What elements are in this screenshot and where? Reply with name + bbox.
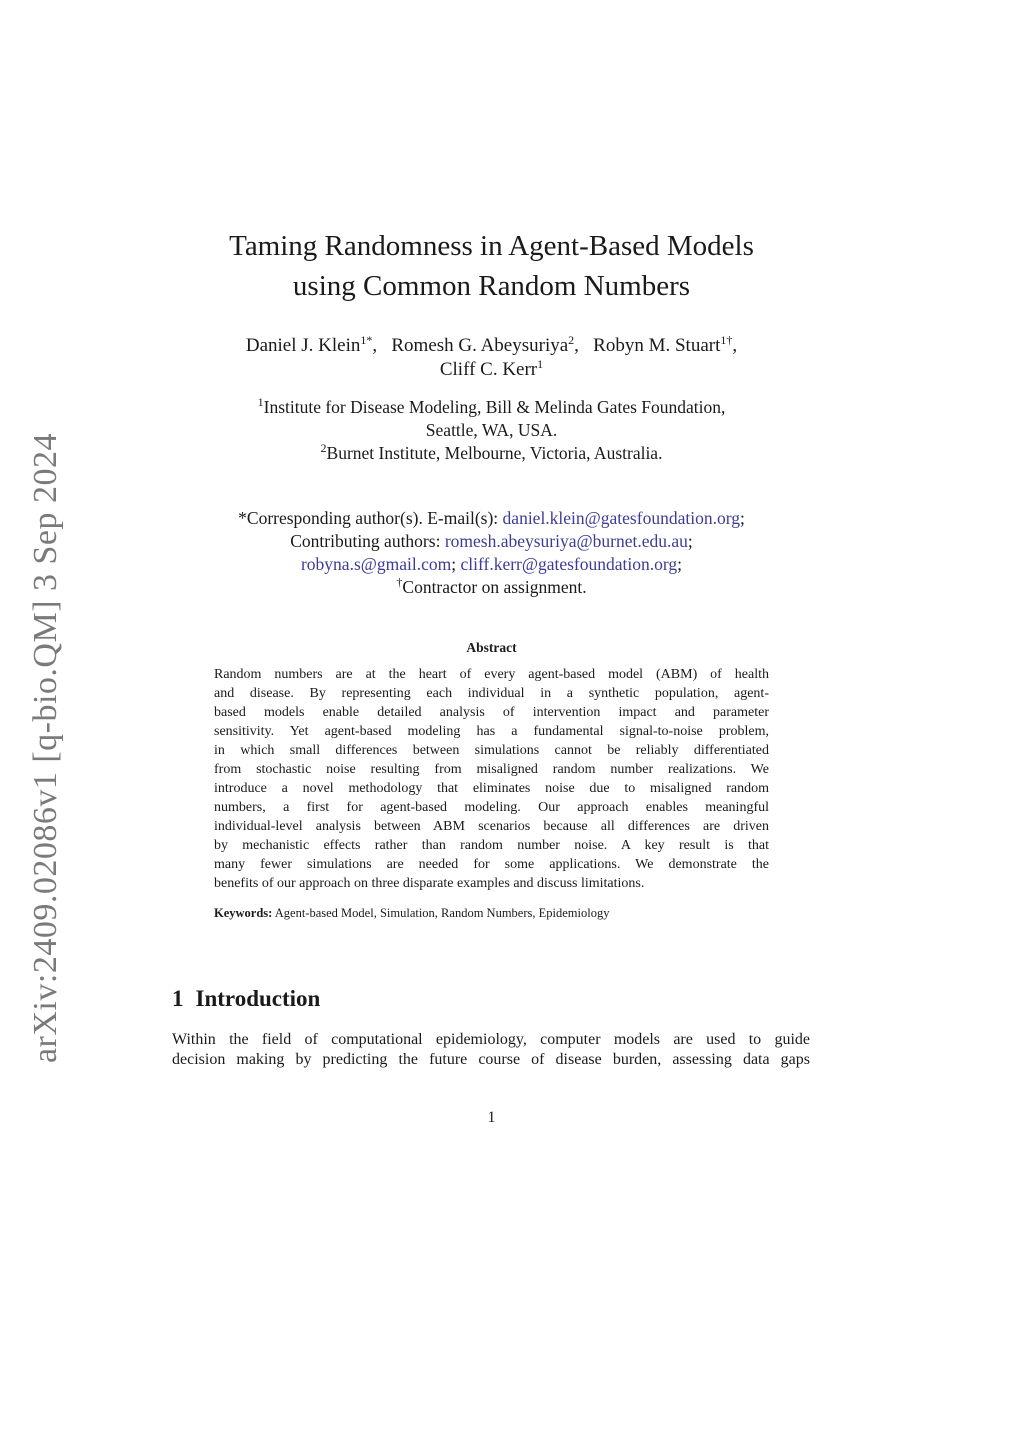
keywords [214,906,774,921]
abstract-line: many fewer simulations are needed for some applications. We demonstrate the [214,857,769,872]
author-abeysuriya: Romesh G. Abeysuriya [391,335,569,356]
author-stuart-affil: 1† [720,333,733,347]
affiliations [0,396,983,465]
page-number: 1 [487,1109,496,1126]
affiliation-1-line-1: Institute for Disease Modeling, Bill & Melinda Gates Foundation, [263,397,726,417]
abstract-heading: Abstract [466,640,517,655]
affiliation-1-marker: 1 [257,395,264,409]
abstract-line: introduce a novel methodology that eliminates noise due to misaligned random [214,781,769,796]
abstract-line: numbers, a first for agent-based modeling. Our approach enables meaningful [214,800,769,815]
abstract-line: and disease. By representing each individual in a synthetic population, agent- [214,686,769,701]
author-stuart: Robyn M. Stuart [593,335,721,356]
section-title: Introduction [195,986,321,1011]
author-list: Daniel J. Klein$^{1*}$, Romesh G. Abeysuriya$^2$, Robyn M. Stuart$^{1\dagger}$, Cliff C. Kerr$^1$ [245,333,738,380]
abstract-line: based models enable detailed analysis of intervention impact and parameter [214,705,769,720]
title-line-1: Taming Randomness in Agent-Based Models [229,230,754,262]
abstract-body [214,665,769,893]
abstract-line: in which small differences between simulations cannot be reliably differentiated [214,743,769,758]
corresponding-email-link[interactable]: daniel.klein@gatesfoundation.org [502,508,740,528]
keywords-text: Agent-based Model, Simulation, Random Numbers, Epidemiology [272,906,610,920]
introduction-body [172,1030,810,1070]
introduction-line-2: decision making by predicting the future course of disease burden, assessing data gaps [172,1051,810,1068]
contributing-label: Contributing authors: [290,531,445,551]
abstract-line: from stochastic noise resulting from misaligned random number realizations. We [214,762,769,777]
corresponding-label: *Corresponding author(s). E-mail(s): [238,508,503,528]
contributing-email-link-1[interactable]: romesh.abeysuriya@burnet.edu.au [444,531,688,551]
abstract-line: individual-level analysis between ABM scenarios because all differences are driven [214,819,769,834]
arxiv-identifier-stamp: arXiv:2409.02086v1 [q-bio.QM] 3 Sep 2024 [27,432,64,1064]
abstract-line: sensitivity. Yet agent-based modeling has a fundamental signal-to-noise problem, [214,724,769,739]
author-klein-affil: 1* [360,333,373,347]
affiliation-2-marker: 2 [320,441,327,455]
author-kerr: Cliff C. Kerr [439,359,538,380]
paper-title [0,226,983,306]
contractor-note: Contractor on assignment. [402,577,587,597]
author-abeysuriya-affil: 2 [568,333,575,347]
contractor-marker: † [396,575,403,589]
contributing-email-link-3[interactable]: cliff.kerr@gatesfoundation.org [460,554,678,574]
abstract-line: Random numbers are at the heart of every agent-based model (ABM) of health [214,667,769,682]
correspondence-block: *Corresponding author(s). E-mail(s): daniel.klein@gatesfoundation.org; Contributing authors: romesh.abeysuriya@burnet.edu.au; robyna.s@gmail.com; cliff.kerr@gatesfoundation.org; †Contractor on assignment. [238,508,745,597]
title-line-2: using Common Random Numbers [292,270,691,302]
contributing-email-link-2[interactable]: robyna.s@gmail.com [300,554,452,574]
affiliation-1-line-2: Seattle, WA, USA. [425,420,558,440]
abstract-line: benefits of our approach on three disparate examples and discuss limitations. [214,876,645,891]
section-heading-introduction [172,986,320,1012]
abstract-line: by mechanistic effects rather than random number noise. A key result is that [214,838,769,853]
affiliation-2: Burnet Institute, Melbourne, Victoria, Australia. [326,443,663,463]
author-klein: Daniel J. Klein [245,335,361,356]
introduction-line-1: Within the field of computational epidemiology, computer models are used to guide [172,1031,810,1048]
section-number: 1 [172,986,184,1011]
keywords-label: Keywords: [214,906,273,920]
author-kerr-affil: 1 [537,357,544,371]
